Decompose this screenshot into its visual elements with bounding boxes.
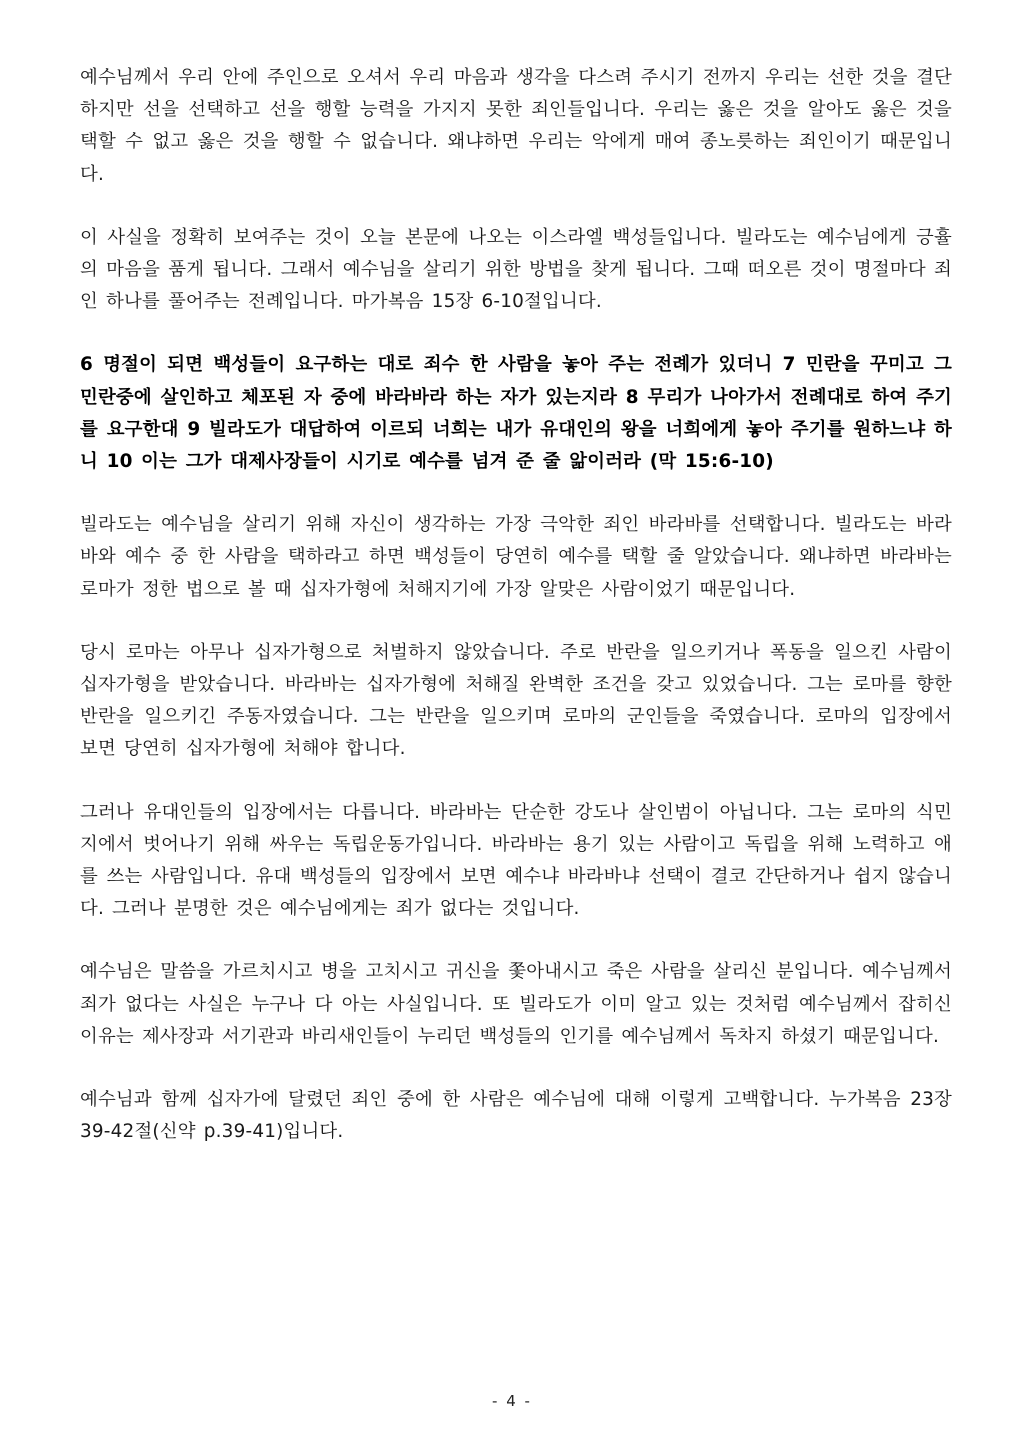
paragraph-criminal-confession: 예수님과 함께 십자가에 달렸던 죄인 중에 한 사람은 예수님에 대해 이렇게 고백합니다. 누가복음 23장 39-42절(신약 p.39-41)입니다. bbox=[80, 1089, 952, 1143]
page-number: - 4 - bbox=[492, 1392, 532, 1410]
paragraph-jewish-perspective: 그러나 유대인들의 입장에서는 다릅니다. 바라바는 단순한 강도나 살인범이 아닙니다. 그는 로마의 식민지에서 벗어나기 위해 싸우는 독립운동가입니다. 바라바는 용기 있는 사람이고 독립을 위해 노력하고 애를 쓰는 사람입니다. 유대 백성들의 입장에서 보면 예수냐 바라바냐 선택이 결코 간단하거나 쉽지 않습니다. 그러나 분명한 것은 예수님에게는 죄가 없다는 것입니다. bbox=[80, 801, 952, 920]
paragraph-pilate-compassion: 이 사실을 정확히 보여주는 것이 오늘 본문에 나오는 이스라엘 백성들입니다. 빌라도는 예수님에게 긍휼의 마음을 품게 됩니다. 그래서 예수님을 살리기 위한 방법을 찾게 됩니다. 그때 떠오른 것이 명절마다 죄인 하나를 풀어주는 전례입니다. 마가복음 15장 6-10절입니다. bbox=[80, 226, 952, 313]
document-body bbox=[80, 62, 952, 1179]
paragraph-jesus-innocence: 예수님은 말씀을 가르치시고 병을 고치시고 귀신을 쫓아내시고 죽은 사람을 살리신 분입니다. 예수님께서 죄가 없다는 사실은 누구나 다 아는 사실입니다. 또 빌라도가 이미 알고 있는 것처럼 예수님께서 잡히신 이유는 제사장과 서기관과 바리새인들이 누리던 백성들의 인기를 예수님께서 독차지 하셨기 때문입니다. bbox=[80, 961, 952, 1047]
paragraph-intro: 예수님께서 우리 안에 주인으로 오셔서 우리 마음과 생각을 다스려 주시기 전까지 우리는 선한 것을 결단하지만 선을 선택하고 선을 행할 능력을 가지지 못한 죄인들입니다. 우리는 옳은 것을 알아도 옳은 것을 택할 수 없고 옳은 것을 행할 수 없습니다. 왜냐하면 우리는 악에게 매여 종노릇하는 죄인이기 때문입니다. bbox=[80, 67, 952, 185]
paragraph-barabbas-choice: 빌라도는 예수님을 살리기 위해 자신이 생각하는 가장 극악한 죄인 바라바를 선택합니다. 빌라도는 바라바와 예수 중 한 사람을 택하라고 하면 백성들이 당연히 예수를 택할 줄 알았습니다. 왜냐하면 바라바는 로마가 정한 법으로 볼 때 십자가형에 처해지기에 가장 알맞은 사람이었기 때문입니다. bbox=[80, 514, 952, 600]
scripture-quote-mark-15: 6 명절이 되면 백성들이 요구하는 대로 죄수 한 사람을 놓아 주는 전례가 있더니 7 민란을 꾸미고 그 민란중에 살인하고 체포된 자 중에 바라바라 하는 자가 있는지라 8 무리가 나아가서 전례대로 하여 주기를 요구한대 9 빌라도가 대답하여 이르되 너희는 내가 유대인의 왕을 너희에게 놓아 주기를 원하느냐 하니 10 이는 그가 대제사장들이 시기로 예수를 넘겨 준 줄 앎이러라 (막 15:6-10) bbox=[80, 354, 952, 473]
paragraph-roman-crucifixion: 당시 로마는 아무나 십자가형으로 처벌하지 않았습니다. 주로 반란을 일으키거나 폭동을 일으킨 사람이 십자가형을 받았습니다. 바라바는 십자가형에 처해질 완벽한 조건을 갖고 있었습니다. 그는 로마를 향한 반란을 일으키긴 주동자였습니다. 그는 반란을 일으키며 로마의 군인들을 죽였습니다. 로마의 입장에서 보면 당연히 십자가형에 처해야 합니다. bbox=[80, 641, 952, 760]
